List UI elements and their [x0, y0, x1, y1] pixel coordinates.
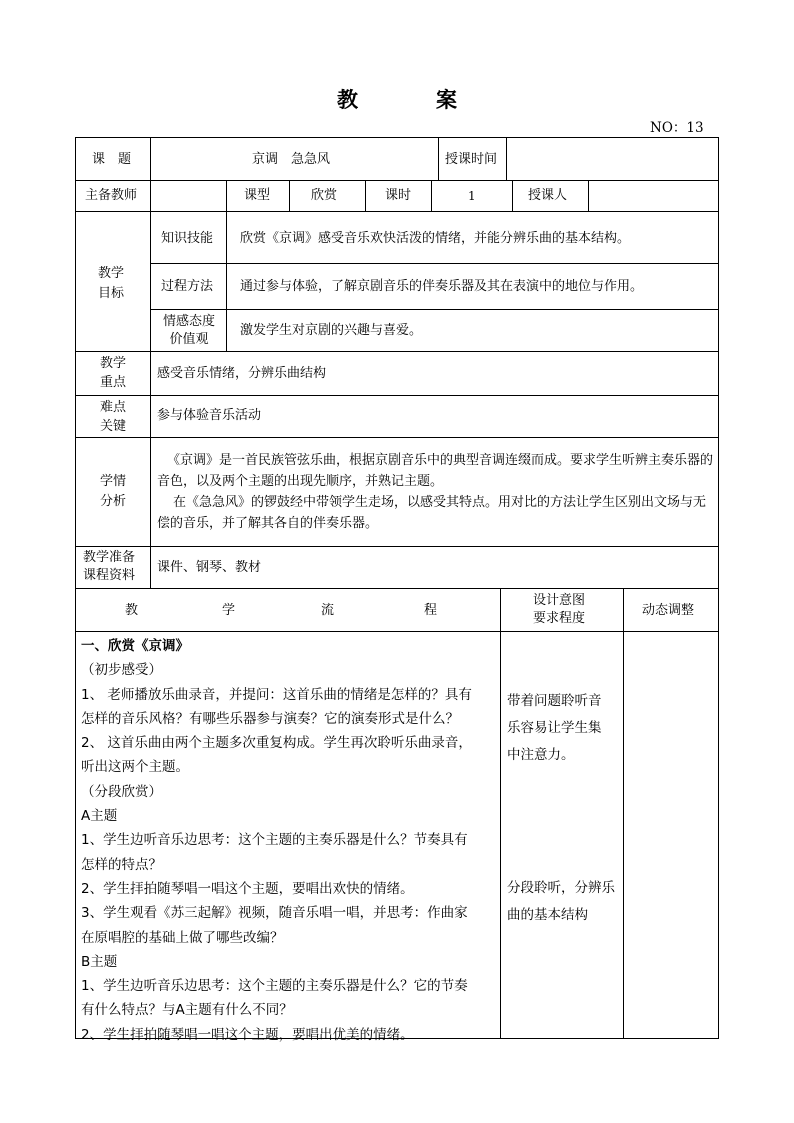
dynamic-adjust-header: 动态调整 — [642, 603, 695, 618]
process-line: 2、学生拝拍随琴唱一唱这个主题，要唱出优美的情绪。 — [81, 1026, 414, 1043]
process-line: 怎样的特点？ — [81, 856, 162, 873]
row-divider — [75, 351, 719, 352]
col-divider — [365, 180, 366, 211]
design-note-2: 分段聆听，分辨乐 曲的基本结构 — [507, 880, 615, 923]
process-line: 1、学生边听音乐边思考：这个主题的主奏乐器是什么？节奏具有 — [81, 832, 468, 849]
process-line: （初步感受） — [81, 662, 162, 679]
col-divider — [226, 180, 227, 351]
row-divider — [150, 263, 719, 264]
lead-teacher-label: 主备教师 — [85, 188, 138, 203]
col-divider — [438, 137, 439, 180]
col-divider — [512, 180, 513, 211]
process-line: 在原唱腔的基础上做了哪些改编？ — [81, 929, 284, 946]
class-time-label: 授课时间 — [445, 152, 498, 167]
topic-value: 京调 急急风 — [252, 152, 331, 167]
goal-attitude-text: 激发学生对京剧的兴趣与喜爱。 — [240, 323, 423, 338]
title-char-1: 教 — [337, 87, 358, 112]
topic-label: 课 题 — [92, 152, 132, 167]
preparation-label: 教学准备 课程资料 — [83, 550, 136, 583]
row-divider — [75, 211, 719, 212]
preparation-text: 课件、钢琴、教材 — [157, 560, 262, 575]
analysis-paragraph: 《京调》是一首民族管弦乐曲，根据京剧音乐中的典型音调连缀而成。要求学生听辨主奏乐器的音色，以及两个主题的出现先顺序，并熟记主题。 — [157, 453, 714, 489]
class-hours-value: 1 — [468, 189, 476, 203]
difficulty-text: 参与体验音乐活动 — [157, 408, 262, 423]
process-line: 3、学生观看《苏三起解》视频，随音乐唱一唱，并思考：作曲家 — [81, 905, 468, 922]
lesson-type-value: 欣赏 — [311, 188, 338, 203]
difficulty-label: 难点 关键 — [100, 400, 127, 434]
goal-attitude-label: 情感态度 价值观 — [163, 314, 216, 347]
row-divider — [75, 395, 719, 396]
process-header-char: 程 — [424, 603, 438, 618]
col-divider — [500, 588, 501, 1038]
lesson-type-label: 课型 — [244, 188, 271, 203]
analysis-label: 学情 分析 — [100, 474, 127, 509]
class-hours-label: 课时 — [385, 188, 412, 203]
process-line: 2、学生拝拍随琴唱一唱这个主题，要唱出欢快的情绪。 — [81, 880, 414, 897]
row-divider — [75, 546, 719, 547]
row-divider — [75, 437, 719, 438]
design-note-1: 带着问题聆听音 乐容易让学生集 中注意力。 — [507, 693, 602, 763]
process-line: A主题 — [81, 808, 118, 825]
process-line: B主题 — [81, 953, 118, 970]
process-header-char: 流 — [321, 603, 335, 618]
col-divider — [289, 180, 290, 211]
process-line: 怎样的音乐风格？有哪些乐器参与演奏？它的演奏形式是什么？ — [81, 710, 459, 727]
process-line: （分段欣赏） — [81, 783, 162, 800]
col-divider — [506, 137, 507, 180]
process-header-char: 教 — [125, 603, 139, 618]
table-border-top — [75, 137, 719, 138]
design-intent-header: 设计意图 要求程度 — [533, 593, 586, 626]
document-title — [0, 84, 794, 114]
col-divider — [431, 180, 432, 211]
goal-process-label: 过程方法 — [161, 279, 214, 294]
lecturer-label: 授课人 — [528, 188, 568, 203]
row-divider — [150, 309, 719, 310]
process-content — [81, 634, 499, 1047]
analysis-text — [157, 450, 714, 534]
title-char-2: 案 — [436, 87, 457, 112]
process-header-char: 学 — [222, 603, 236, 618]
goal-knowledge-text: 欣赏《京调》感受音乐欢快活泼的情绪，并能分辨乐曲的基本结构。 — [240, 231, 631, 246]
col-divider — [623, 588, 624, 1038]
process-line: 1、 老师播放乐曲录音，并提问：这首乐曲的情绪是怎样的？具有 — [81, 686, 472, 703]
process-line: 1、学生边听音乐边思考：这个主题的主奏乐器是什么？它的节奏 — [81, 978, 468, 995]
row-divider — [75, 180, 719, 181]
goal-process-text: 通过参与体验，了解京剧音乐的伴奏乐器及其在表演中的地位与作用。 — [240, 279, 644, 294]
focus-label: 教学 重点 — [100, 356, 127, 390]
process-line: 有什么特点？与A主题有什么不同？ — [81, 1002, 293, 1019]
process-line: 2、 这首乐曲由两个主题多次重复构成。学生再次聆听乐曲录音， — [81, 735, 472, 752]
col-divider — [150, 137, 151, 588]
col-divider — [588, 180, 589, 211]
goals-label: 教学 目标 — [98, 266, 125, 301]
focus-text: 感受音乐情绪，分辨乐曲结构 — [157, 366, 327, 381]
process-section-title: 一、欣赏《京调》 — [81, 638, 189, 654]
goal-knowledge-label: 知识技能 — [161, 231, 214, 246]
analysis-paragraph: 在《急急风》的锣鼓经中带领学生走场，以感受其特点。用对比的方法让学生区别出文场与无偿的音乐，并了解其各自的伴奏乐器。 — [157, 495, 707, 531]
process-line: 听出这两个主题。 — [81, 759, 189, 776]
document-number: NO：13 — [650, 120, 704, 136]
